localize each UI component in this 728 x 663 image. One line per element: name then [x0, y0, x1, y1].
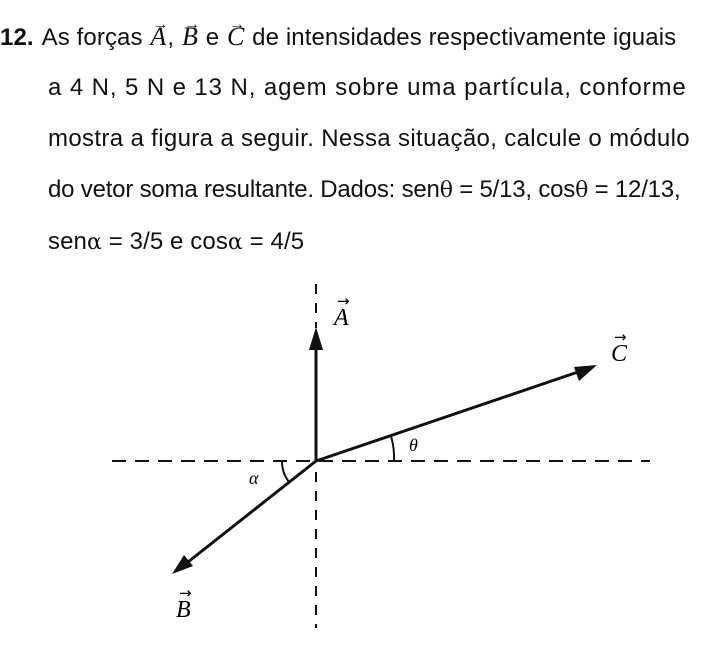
problem-line-2: a 4 N, 5 N e 13 N, agem sobre uma partícula, conforme: [48, 74, 687, 101]
vector-a-arrowhead: [309, 327, 323, 350]
problem-text-4c: = 12/13,: [588, 176, 681, 203]
problem-text-4b: = 5/13, cos: [452, 176, 576, 203]
problem-text-1a: As forças: [41, 24, 143, 51]
alpha-symbol: α: [227, 230, 243, 255]
vector-b-arrowhead: [172, 555, 193, 574]
problem-text-5a: sen: [48, 228, 87, 255]
conjunction-e: e: [205, 24, 220, 51]
vector-b-symbol: → B: [181, 22, 199, 52]
problem-text-1b: de intensidades respectivamente iguais: [252, 24, 677, 51]
alpha-label: α: [249, 468, 259, 488]
theta-angle-arc: [391, 436, 394, 461]
vector-a-label-arrow: →: [337, 292, 350, 310]
theta-label: θ: [409, 435, 418, 455]
vector-a-symbol: → A: [149, 22, 167, 52]
problem-text-5c: = 4/5: [242, 228, 305, 255]
vector-c-arrowhead: [574, 365, 597, 381]
vector-c-arrow: [316, 372, 578, 461]
problem-text-5b: = 3/5 e cos: [101, 228, 228, 255]
vector-c-symbol: → C: [226, 22, 245, 52]
theta-symbol: θ: [439, 178, 453, 203]
problem-number: 12.: [0, 24, 34, 51]
vector-b-label: B: [176, 597, 191, 623]
alpha-symbol: α: [87, 230, 102, 255]
problem-text-4a: do vetor soma resultante. Dados: sen: [48, 176, 440, 203]
problem-line-3: mostra a figura a seguir. Nessa situação, calcule o módulo: [48, 125, 690, 152]
vector-c-label-arrow: →: [614, 328, 627, 346]
separator-comma: ,: [167, 24, 175, 51]
vector-c-label: C: [611, 341, 628, 367]
vector-a-label: A: [334, 305, 349, 331]
vector-b-label-arrow: →: [179, 584, 192, 602]
alpha-angle-arc: [282, 461, 289, 482]
theta-symbol: θ: [575, 178, 589, 203]
